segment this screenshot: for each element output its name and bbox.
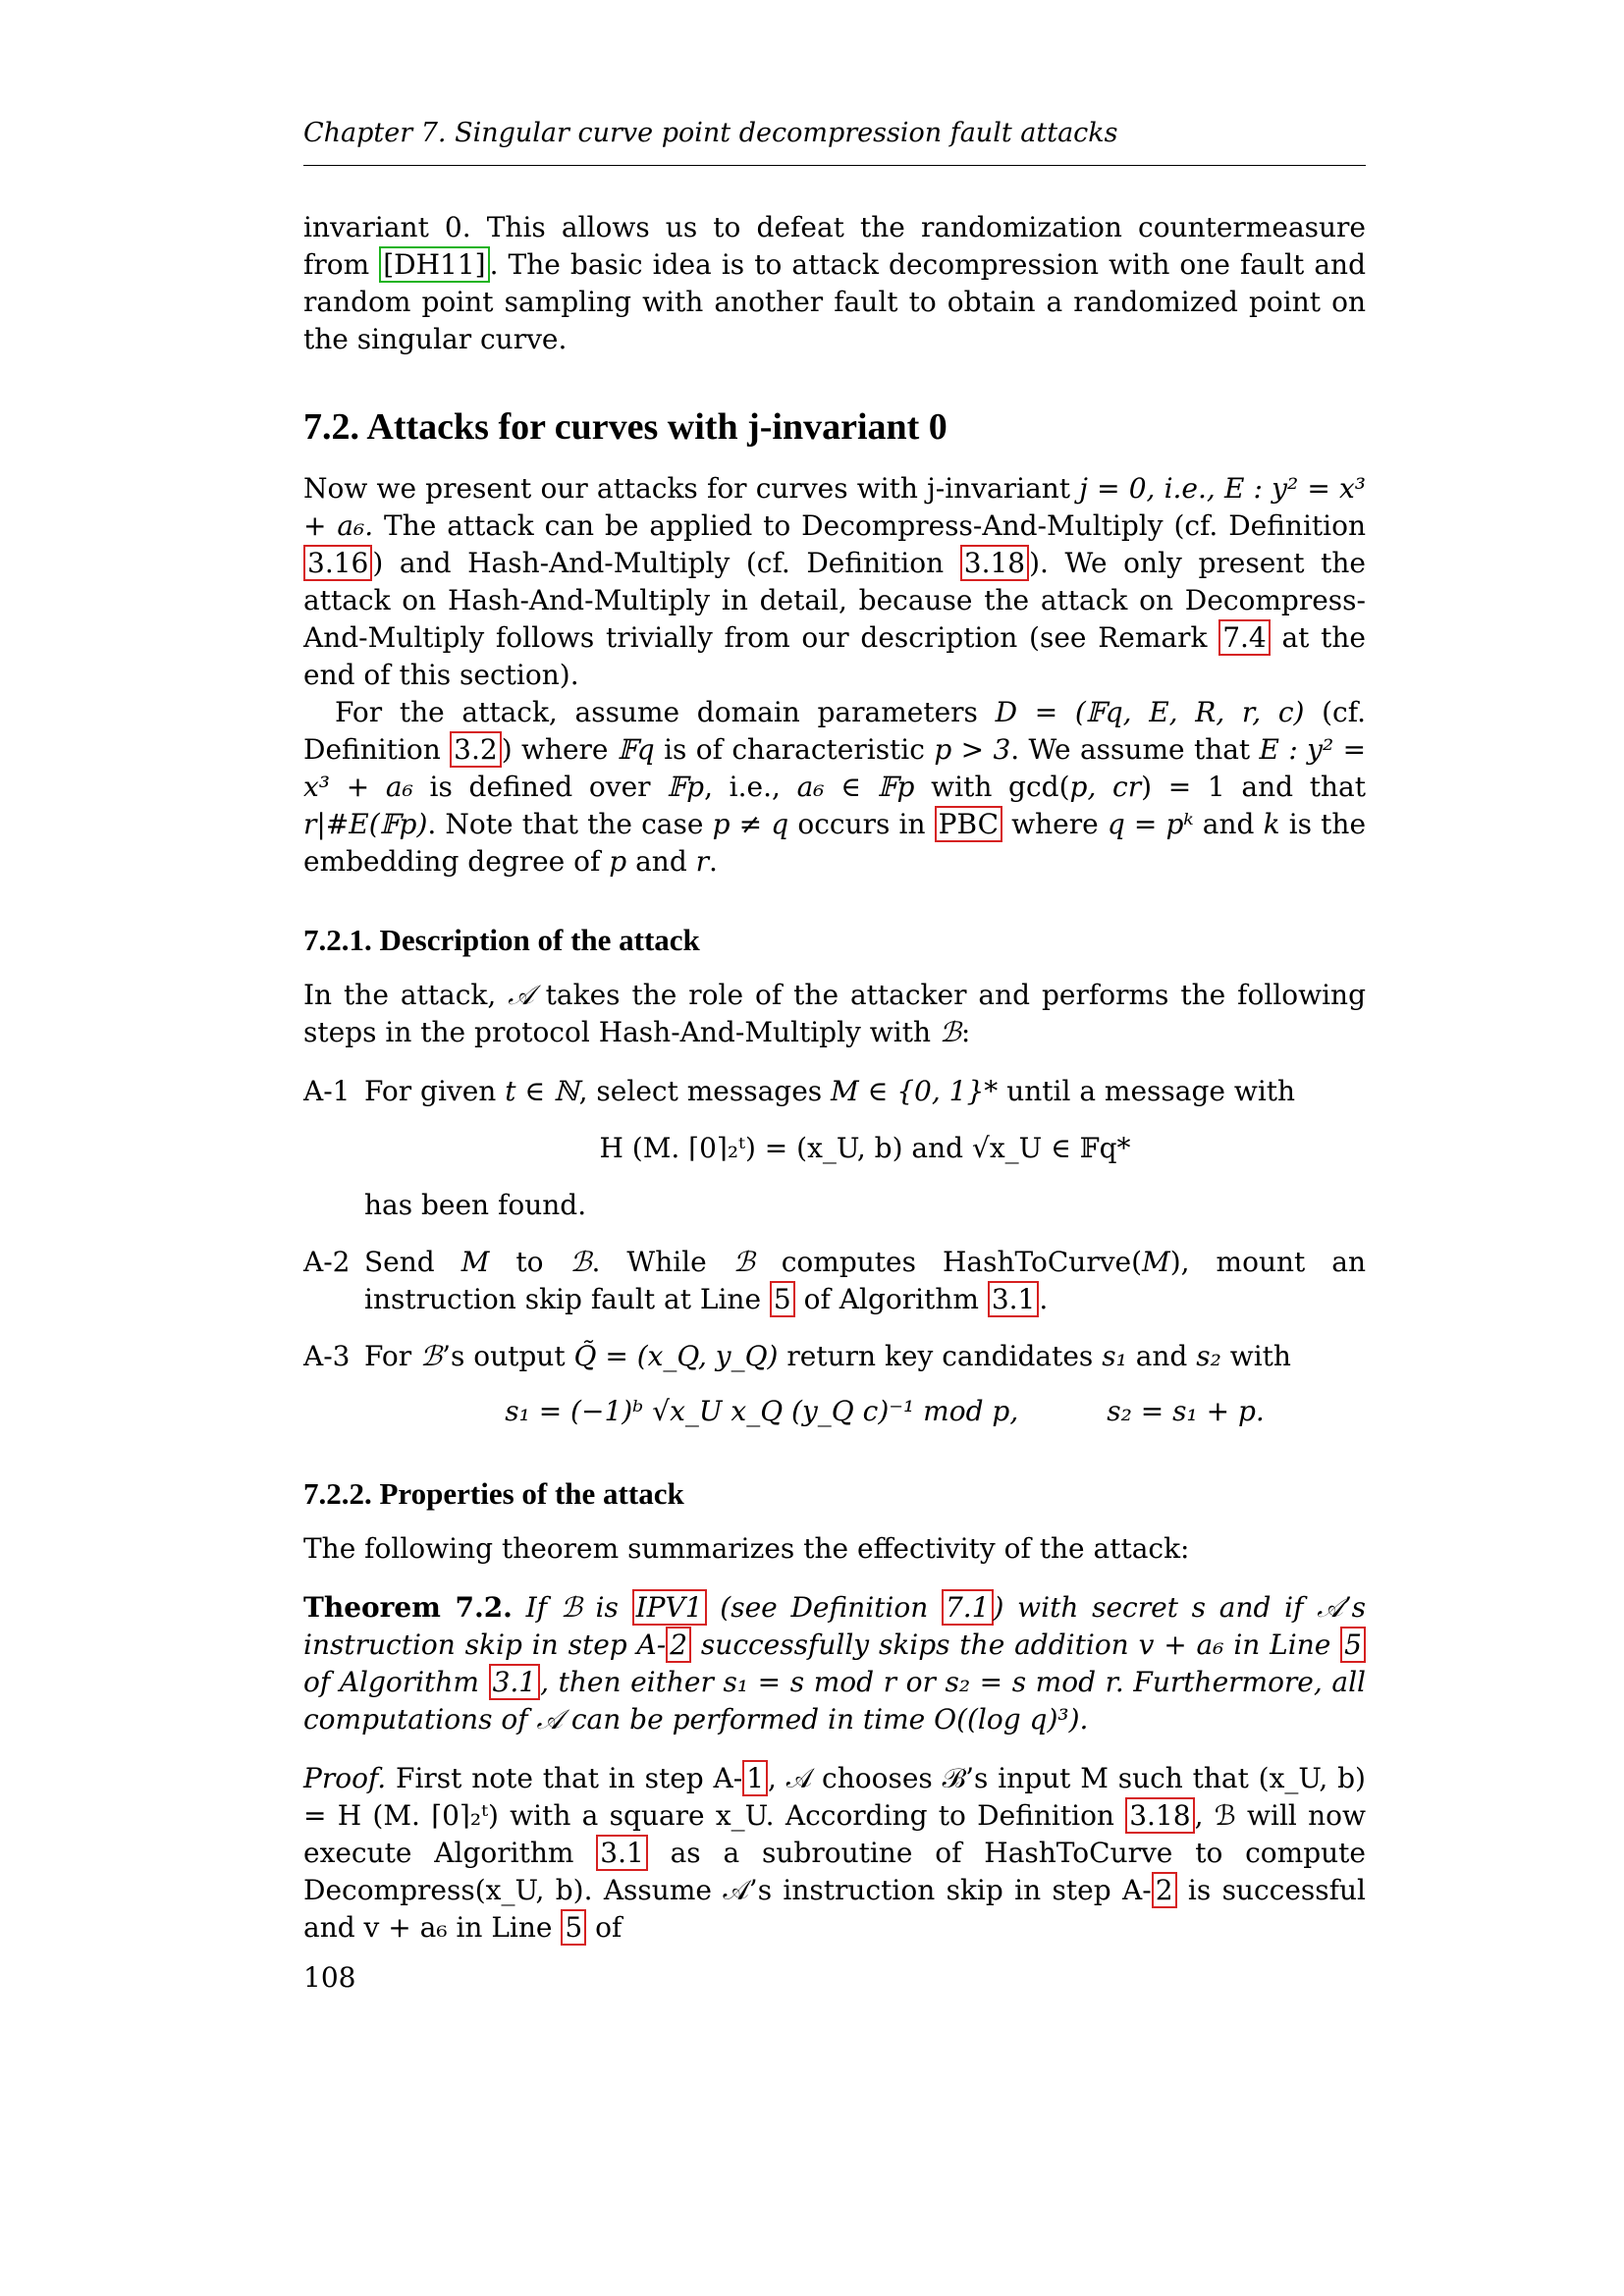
ref-link-step-1[interactable]: 1 [742,1760,768,1796]
step-a3 [303,1338,1366,1434]
step-label: A-2 [303,1246,351,1278]
theorem-heading: Theorem 7.2. [303,1591,513,1624]
ref-link-step-2[interactable]: 2 [666,1627,691,1663]
equation-s2: s₂ = s₁ + p. [1107,1395,1265,1427]
step-body: Send M to ℬ. While ℬ computes HashToCurve(M), mount an instruction skip fault at Line 5 of Algorithm 3.1 . [364,1246,1366,1315]
section-paragraph-2: For the attack, assume domain parameters D = (𝔽q, E, R, r, c) (cf. Definition 3.2 ) where 𝔽q is of characteristic p > 3. We assume that E : y² = x³ + a₆ is defined over 𝔽p, i.e., a₆ ∈ 𝔽p with gcd(p, cr) = 1 and that r|#E(𝔽p). Note that the case p ≠ q occurs in PBC where q = pᵏ and k is the embedding degree of p and r. [303,696,1367,878]
step-body: For given t ∈ ℕ, select messages M ∈ {0, 1}* until a message with H (M. ⌈0⌉₂ᵗ) = (x_U, b) and √x_U ∈ 𝔽q* has been found. [364,1073,1366,1224]
ref-link-ipv1[interactable]: IPV1 [632,1589,707,1626]
ref-link-3-16[interactable]: 3.16 [303,545,372,581]
step-a1 [303,1073,1366,1224]
subsection-title-description: 7.2.1. Description of the attack [303,923,700,957]
step-body: For ℬ’s output Q̃ = (x_Q, y_Q) return key candidates s₁ and s₂ with s₁ = (−1)ᵇ √x_U x_Q (y_Q c)⁻¹ mod p, s₂ = s₁ + p. [364,1338,1366,1434]
running-head: Chapter 7. Singular curve point decompression fault attacks [303,118,1366,166]
ref-link-line-5[interactable]: 5 [770,1281,795,1317]
ref-link-pbc[interactable]: PBC [935,806,1002,842]
attack-steps [303,1073,1366,1434]
properties-paragraph: The following theorem summarizes the effectivity of the attack: [303,1532,1190,1565]
theorem-7-2: Theorem 7.2. If ℬ is IPV1 (see Definition 7.1 ) with secret s and if 𝒜’s instruction skip in step A- 2 successfully skips the addition v + a₆ in Line 5 of Algorithm 3.1 , then either s₁ = s mod r or s₂ = s mod r. Furthermore, all computations of 𝒜 can be performed in time O((log q)³). [303,1591,1366,1735]
hash-condition-equation: H (M. ⌈0⌉₂ᵗ) = (x_U, b) and √x_U ∈ 𝔽q* [599,1132,1131,1164]
equation-s1: s₁ = (−1)ᵇ √x_U x_Q (y_Q c)⁻¹ mod p, [505,1395,1019,1427]
ref-link-3-18[interactable]: 3.18 [1125,1797,1194,1834]
ref-link-line-5[interactable]: 5 [1340,1627,1366,1663]
section-paragraph-1: Now we present our attacks for curves with j-invariant j = 0, i.e., E : y² = x³ + a₆. The attack can be applied to Decompress-And-Multiply (cf. Definition 3.16 ) and Hash-And-Multiply (cf. Definition 3.18 ). We only present the attack on Hash-And-Multiply in detail, because the attack on Decompress-And-Multiply follows trivially from our description (see Remark 7.4 at the end of this section). [303,472,1367,691]
ref-link-algorithm-3-1[interactable]: 3.1 [988,1281,1040,1317]
ref-link-7-1[interactable]: 7.1 [942,1589,994,1626]
subsection-title-properties: 7.2.2. Properties of the attack [303,1476,684,1511]
ref-link-line-5[interactable]: 5 [561,1909,586,1946]
ref-link-3-2[interactable]: 3.2 [450,731,502,768]
section-title: 7.2. Attacks for curves with j-invariant 0 [303,406,947,448]
proof: Proof. First note that in step A- 1 , 𝒜 chooses ℬ’s input M such that (x_U, b) = H (M. ⌈0⌉₂ᵗ) with a square x_U. According to Definition 3.18 , ℬ will now execute Algorithm 3.1 as a subroutine of HashToCurve to compute Decompress(x_U, b). Assume 𝒜’s instruction skip in step A- 2 is successful and v + a₆ in Line 5 of [303,1762,1366,1944]
intro-paragraph: invariant 0. This allows us to defeat the randomization countermeasure from [DH11] . The basic idea is to attack decompression with one fault and random point sampling with another fault to obtain a randomized point on the singular curve. [303,211,1366,355]
key-candidates-equations [364,1393,1366,1430]
description-paragraph: In the attack, 𝒜 takes the role of the attacker and performs the following steps in the protocol Hash-And-Multiply with ℬ: [303,979,1367,1048]
citation-link-dh11[interactable]: [DH11] [379,246,489,283]
ref-link-7-4[interactable]: 7.4 [1218,619,1271,656]
step-label: A-3 [303,1340,351,1372]
ref-link-algorithm-3-1[interactable]: 3.1 [489,1664,541,1700]
ref-link-3-18[interactable]: 3.18 [960,545,1029,581]
step-a2 [303,1244,1366,1318]
ref-link-step-2[interactable]: 2 [1152,1872,1177,1908]
proof-heading: Proof. [303,1762,387,1794]
page-number: 108 [303,1961,356,1994]
ref-link-algorithm-3-1[interactable]: 3.1 [596,1835,648,1871]
page-content [303,118,1366,1947]
step-label: A-1 [303,1075,351,1107]
